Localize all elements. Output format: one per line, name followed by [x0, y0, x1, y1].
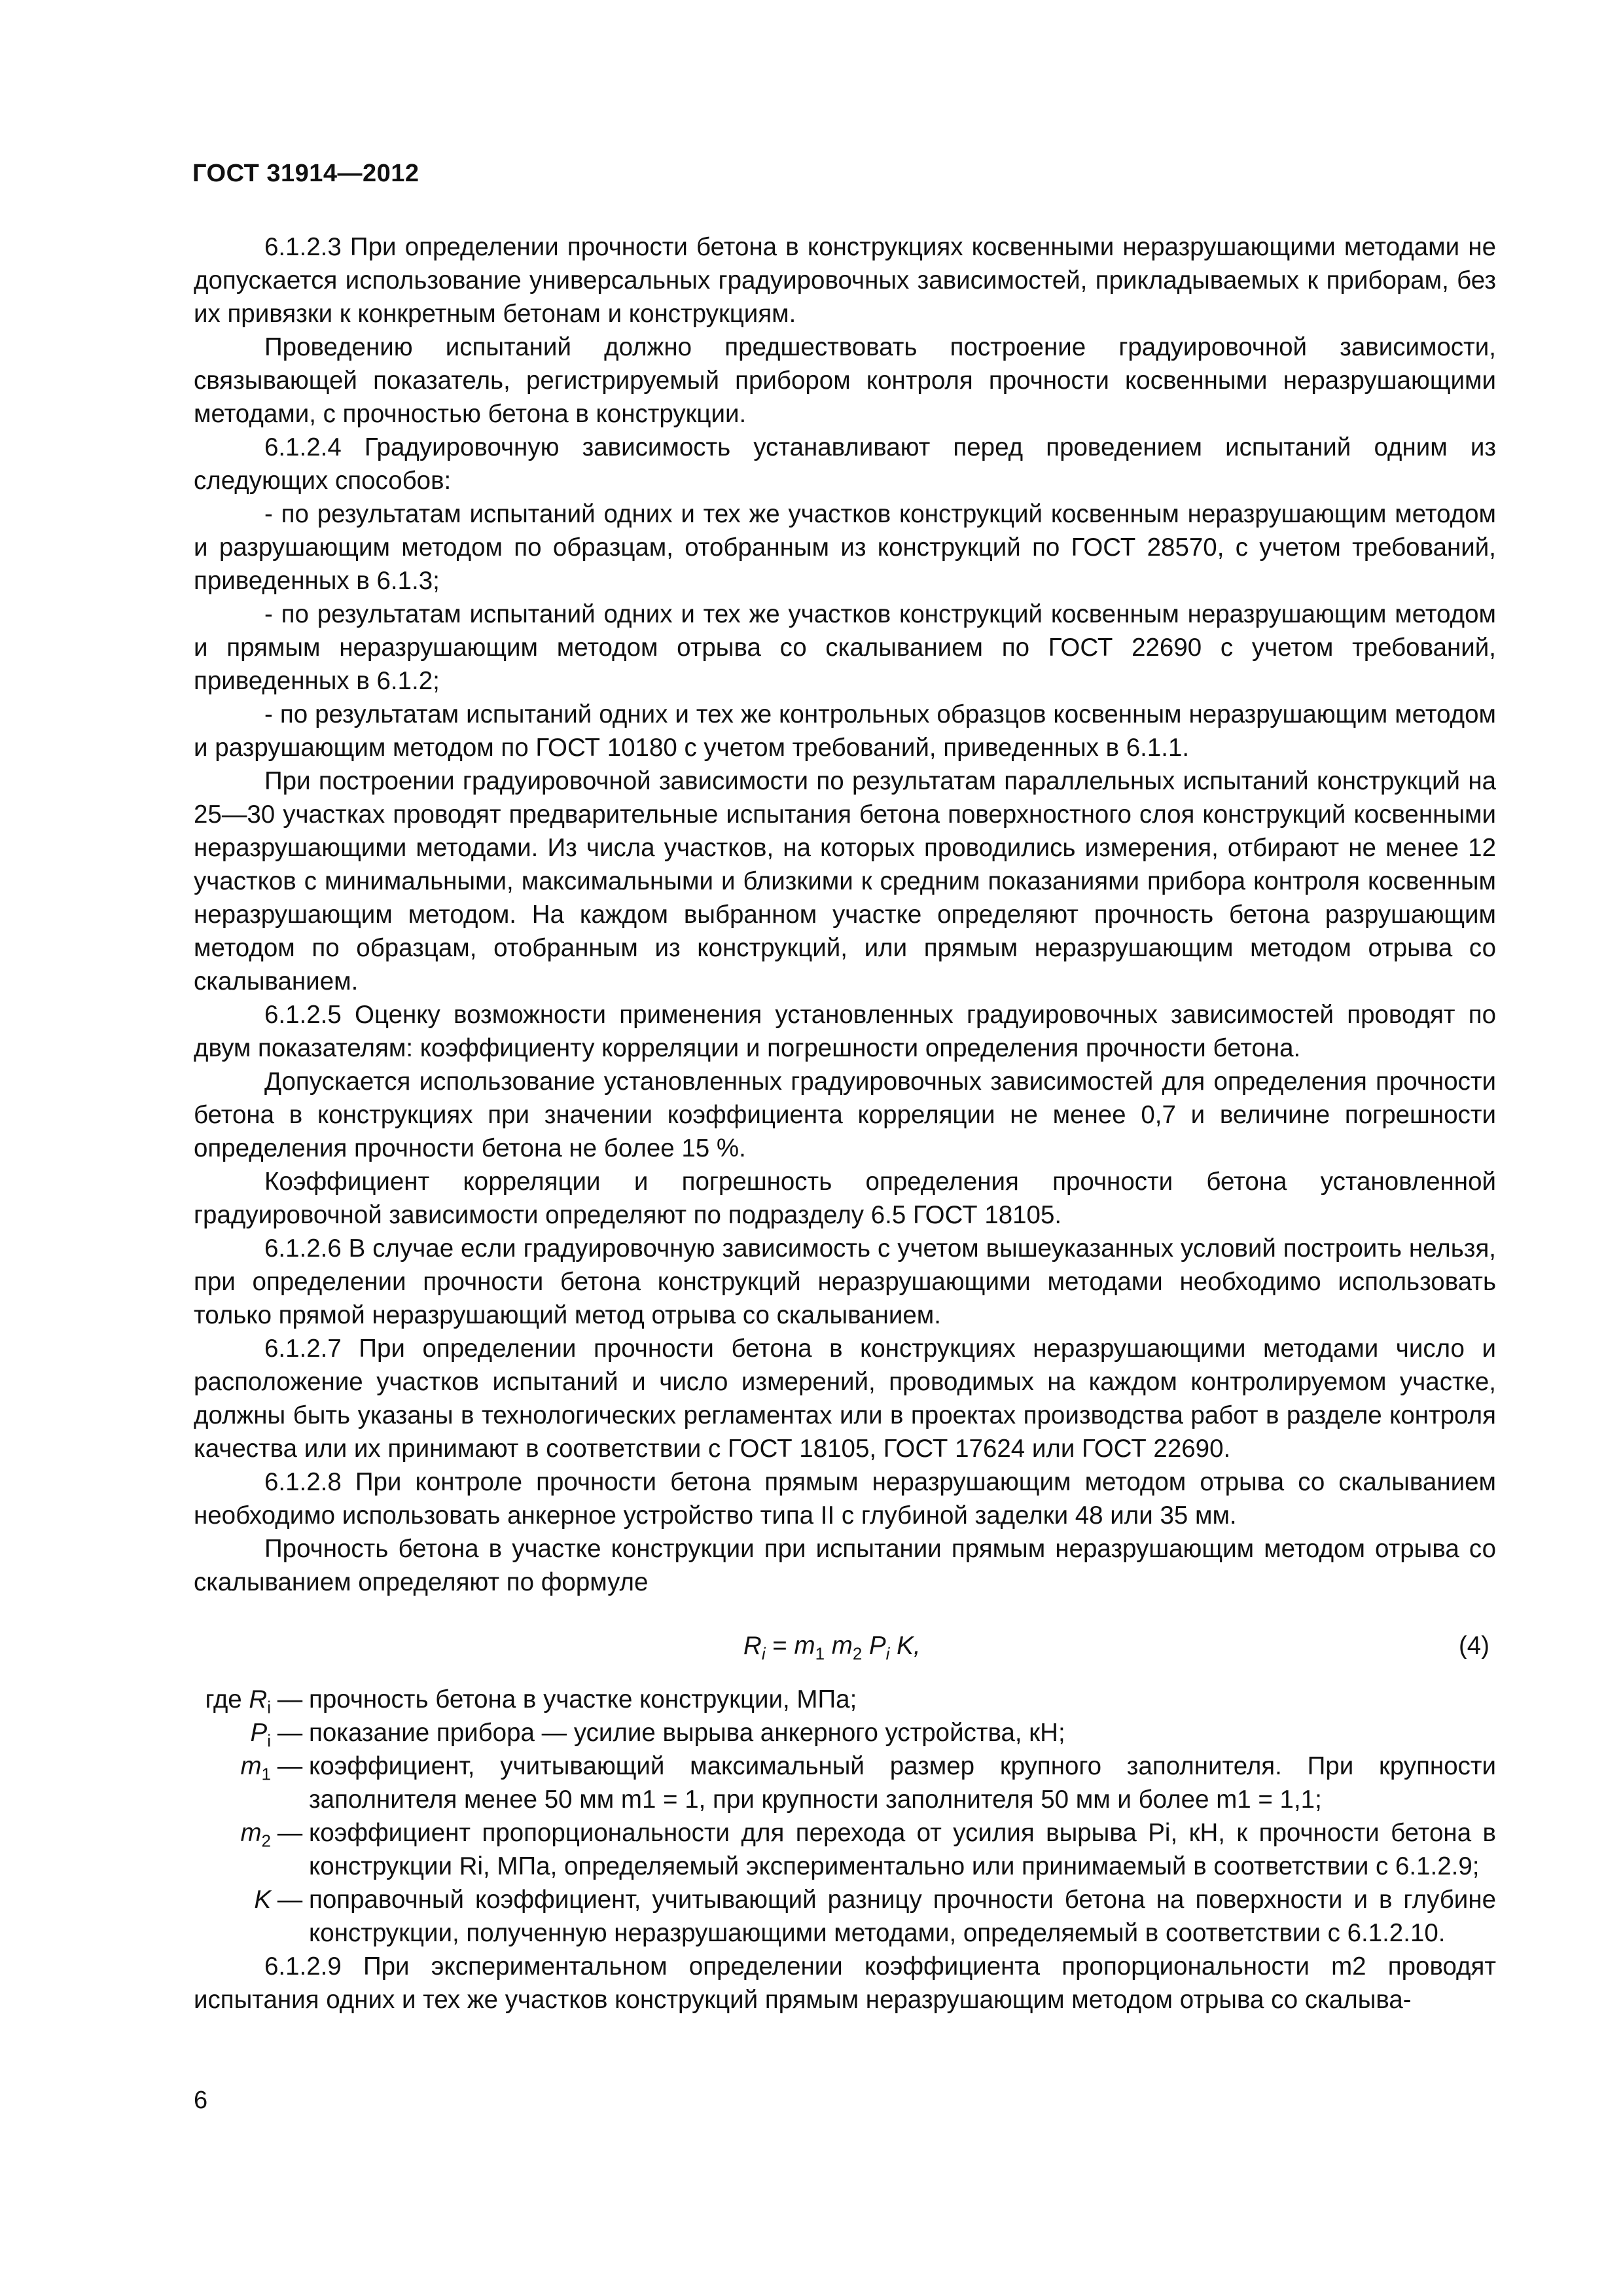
formula-4 [194, 1612, 1496, 1683]
page-number: 6 [194, 2087, 208, 2114]
paragraph: Прочность бетона в участке конструкции при испытании прямым неразрушающим методом отрыва со скалыванием определяют по формуле [194, 1535, 1496, 1596]
definition-text: поправочный коэффициент, учитывающий разницу прочности бетона на поверхности и в глубине конструкции, полученную неразрушающими методами, определяемый в соответствии с 6.1.2.10. [309, 1886, 1496, 1947]
formula-expression: $R_i = m_1$ $m_2$ $P_i$ K, [743, 1632, 921, 1664]
definition-item: где $R_i$ — прочность бетона в участке конструкции, МПа; [194, 1683, 1496, 1716]
document-body [194, 230, 1496, 2017]
definition-item: $m_2$ — коэффициент пропорциональности для перехода от усилия вырыва Pi, кН, к прочности бетона в конструкции Ri, МПа, определяемый экспериментально или принимаемый в соответствии с 6.1.2.9; [194, 1816, 1496, 1883]
definition-symbol: где $R_i$ [205, 1685, 271, 1717]
paragraph: 6.1.2.4 Градуировочную зависимость устанавливают перед проведением испытаний одним из следующих способов: [194, 433, 1496, 495]
definition-symbol: $m_1$ [240, 1752, 271, 1784]
list-item: - по результатам испытаний одних и тех же контрольных образцов косвенным неразрушающим методом и разрушающим методом по ГОСТ 10180 с учетом требований, приведенных в 6.1.1. [194, 700, 1496, 762]
paragraph: 6.1.2.6 В случае если градуировочную зависимость с учетом вышеуказанных условий построить нельзя, при определении прочности бетона конструкций неразрушающими методами необходимо использовать только прямой неразрушающий метод отрыва со скалыванием. [194, 1234, 1496, 1329]
definition-text: коэффициент, учитывающий максимальный размер крупного заполнителя. При крупности заполнителя менее 50 мм m1 = 1, при крупности заполнителя 50 мм и более m1 = 1,1; [309, 1752, 1496, 1814]
paragraph: 6.1.2.5 Оценку возможности применения установленных градуировочных зависимостей проводят по двум показателям: коэффициенту корреляции и погрешности определения прочности бетона. [194, 1001, 1496, 1062]
paragraph: 6.1.2.8 При контроле прочности бетона прямым неразрушающим методом отрыва со скалыванием необходимо использовать анкерное устройство типа II с глубиной заделки 48 или 35 мм. [194, 1468, 1496, 1530]
list-item: - по результатам испытаний одних и тех же участков конструкций косвенным неразрушающим методом и прямым неразрушающим методом отрыва со скалыванием по ГОСТ 22690 с учетом требований, приведенных в 6.1.2; [194, 600, 1496, 695]
paragraph: 6.1.2.7 При определении прочности бетона в конструкциях неразрушающими методами число и расположение участков испытаний и число измерений, проводимых на каждом контролируемом участке, должны быть указаны в технологических регламентах или в проектах производства работ в разделе контроля качества или их принимают в соответствии с ГОСТ 18105, ГОСТ 17624 или ГОСТ 22690. [194, 1335, 1496, 1463]
definition-text: коэффициент пропорциональности для перехода от усилия вырыва Pi, кН, к прочности бетона в конструкции Ri, МПа, определяемый экспериментально или принимаемый в соответствии с 6.1.2.9; [309, 1819, 1496, 1880]
formula-number: (4) [1458, 1632, 1489, 1660]
definition-item: $P_i$ — показание прибора — усилие вырыва анкерного устройства, кН; [194, 1716, 1496, 1749]
definition-text: прочность бетона в участке конструкции, МПа; [309, 1685, 857, 1713]
definition-symbol: $m_2$ [240, 1819, 271, 1851]
definition-text: показание прибора — усилие вырыва анкерного устройства, кН; [309, 1719, 1065, 1747]
definition-item: K — поправочный коэффициент, учитывающий разницу прочности бетона на поверхности и в глубине конструкции, полученную неразрушающими методами, определяемый в соответствии с 6.1.2.10. [194, 1883, 1496, 1950]
list-item: - по результатам испытаний одних и тех же участков конструкций косвенным неразрушающим методом и разрушающим методом по образцам, отобранным из конструкций по ГОСТ 28570, с учетом требований, приведенных в 6.1.3; [194, 500, 1496, 595]
variable-definitions [194, 1683, 1496, 1950]
definition-item: $m_1$ — коэффициент, учитывающий максимальный размер крупного заполнителя. При крупности заполнителя менее 50 мм m1 = 1, при крупности заполнителя 50 мм и более m1 = 1,1; [194, 1749, 1496, 1816]
paragraph: Коэффициент корреляции и погрешность определения прочности бетона установленной градуировочной зависимости определяют по подразделу 6.5 ГОСТ 18105. [194, 1168, 1496, 1229]
paragraph: 6.1.2.3 При определении прочности бетона в конструкциях косвенными неразрушающими методами не допускается использование универсальных градуировочных зависимостей, прикладываемых к приборам, без их привязки к конкретным бетонам и конструкциям. [194, 233, 1496, 328]
paragraph: Допускается использование установленных градуировочных зависимостей для определения прочности бетона в конструкциях при значении коэффициента корреляции не менее 0,7 и величине погрешности определения прочности бетона не более 15 %. [194, 1067, 1496, 1162]
definition-symbol: K [254, 1886, 271, 1914]
paragraph: При построении градуировочной зависимости по результатам параллельных испытаний конструкций на 25—30 участках проводят предварительные испытания бетона поверхностного слоя конструкций косвенными неразрушающими методами. Из числа участков, на которых проводились измерения, отбирают не менее 12 участков с минимальными, максимальными и близкими к средним показаниями прибора контроля косвенным неразрушающим методом. На каждом выбранном участке определяют прочность бетона разрушающим методом по образцам, отобранным из конструкций, или прямым неразрушающим методом отрыва со скалыванием. [194, 767, 1496, 996]
document-header: ГОСТ 31914—2012 [192, 160, 419, 187]
definition-symbol: $P_i$ [250, 1719, 271, 1751]
paragraph: 6.1.2.9 При экспериментальном определении коэффициента пропорциональности m2 проводят испытания одних и тех же участков конструкций прямым неразрушающим методом отрыва со скалыва- [194, 1952, 1496, 2014]
paragraph: Проведению испытаний должно предшествовать построение градуировочной зависимости, связывающей показатель, регистрируемый прибором контроля прочности косвенными неразрушающими методами, с прочностью бетона в конструкции. [194, 333, 1496, 428]
